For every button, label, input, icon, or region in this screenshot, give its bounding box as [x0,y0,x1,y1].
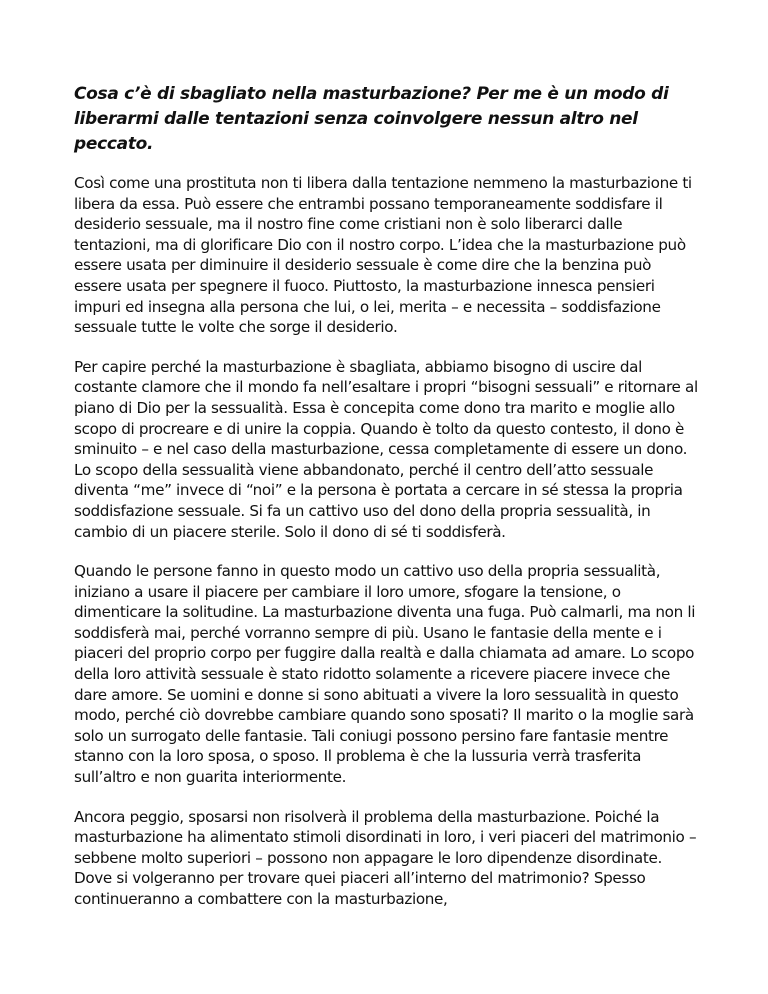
paragraph-1: Così come una prostituta non ti libera dalla tentazione nemmeno la masturbazione ti libera da essa. Può essere che entrambi possano temporaneamente soddisfare il desiderio sessuale, ma il nostro fine come cristiani non è solo liberarci dalle tentazioni, ma di glorificare Dio con il nostro corpo. L’idea che la masturbazione può essere usata per diminuire il desiderio sessuale è come dire che la benzina può essere usata per spegnere il fuoco. Piuttosto, la masturbazione innesca pensieri impuri ed insegna alla persona che lui, o lei, merita – e necessita – soddisfazione sessuale tutte le volte che sorge il desiderio. [74,174,692,337]
document-title: Cosa c’è di sbagliato nella masturbazione? Per me è un modo di liberarmi dalle tentazioni senza coinvolgere nessun altro nel peccato. [74,84,669,154]
paragraph-3: Quando le persone fanno in questo modo un cattivo uso della propria sessualità, iniziano a usare il piacere per cambiare il loro umore, sfogare la tensione, o dimenticare la solitudine. La masturbazione diventa una fuga. Può calmarli, ma non li soddisferà mai, perché vorranno sempre di più. Usano le fantasie della mente e i piaceri del proprio corpo per fuggire dalla realtà e dalla chiamata ad amare. Lo scopo della loro attività sessuale è stato ridotto solamente a ricevere piacere invece che dare amore. Se uomini e donne si sono abituati a vivere la loro sessualità in questo modo, perché ciò dovrebbe cambiare quando sono sposati? Il marito o la moglie sarà solo un surrogato delle fantasie. Tali coniugi possono persino fare fantasie mentre stanno con la loro sposa, o sposo. Il problema è che la lussuria verrà trasferita sull’altro e non guarita interiormente. [74,562,696,787]
document-page [74,82,700,929]
paragraph-4: Ancora peggio, sposarsi non risolverà il problema della masturbazione. Poiché la masturbazione ha alimentato stimoli disordinati in loro, i veri piaceri del matrimonio – sebbene molto superiori – possono non appagare le loro dipendenze disordinate. Dove si volgeranno per trovare quei piaceri all’interno del matrimonio? Spesso continueranno a combattere con la masturbazione, [74,807,697,908]
paragraph-2: Per capire perché la masturbazione è sbagliata, abbiamo bisogno di uscire dal costante clamore che il mondo fa nell’esaltare i propri “bisogni sessuali” e ritornare al piano di Dio per la sessualità. Essa è concepita come dono tra marito e moglie allo scopo di procreare e di unire la coppia. Quando è tolto da questo contesto, il dono è sminuito – e nel caso della masturbazione, cessa completamente di essere un dono. Lo scopo della sessualità viene abbandonato, perché il centro dell’atto sessuale diventa “me” invece di “noi” e la persona è portata a cercare in sé stessa la propria soddisfazione sessuale. Si fa un cattivo uso del dono della propria sessualità, in cambio di un piacere sterile. Solo il dono di sé ti soddisferà. [74,357,698,541]
